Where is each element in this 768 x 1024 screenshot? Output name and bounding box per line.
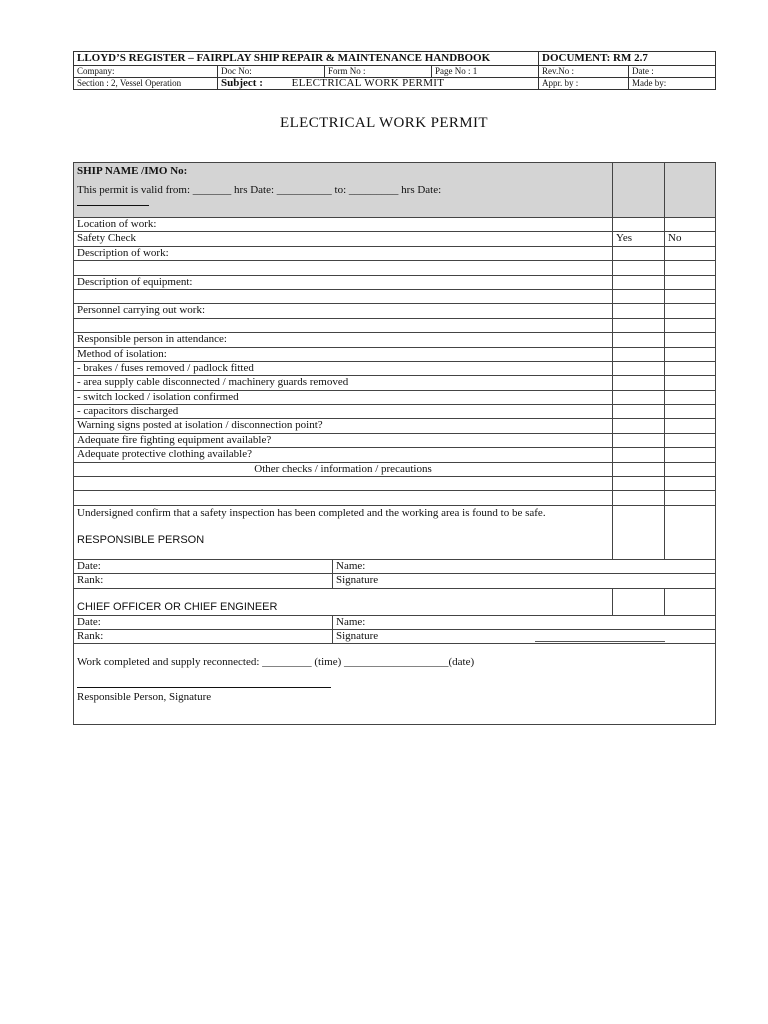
work-completed-text: Work completed and supply reconnected: _________ (time) ___________________(date)	[77, 656, 475, 669]
table-row	[74, 390, 716, 404]
isolation-switch-locked: - switch locked / isolation confirmed	[74, 390, 613, 404]
table-row	[74, 318, 716, 332]
check-cell[interactable]	[613, 318, 665, 332]
method-of-isolation: Method of isolation:	[74, 347, 613, 361]
table-row	[74, 477, 716, 491]
table-row	[74, 304, 716, 318]
check-cell[interactable]	[665, 505, 716, 559]
check-cell[interactable]	[613, 405, 665, 419]
protective-clothing: Adequate protective clothing available?	[74, 448, 613, 462]
check-cell[interactable]	[613, 448, 665, 462]
chief-heading: CHIEF OFFICER OR CHIEF ENGINEER	[74, 588, 613, 615]
check-cell[interactable]	[613, 261, 665, 275]
table-row	[74, 559, 716, 573]
responsible-in-attendance[interactable]: Responsible person in attendance:	[74, 333, 613, 347]
ship-yes-cell[interactable]	[613, 163, 665, 218]
check-cell[interactable]	[613, 347, 665, 361]
check-cell[interactable]	[613, 491, 665, 505]
responsible-signature-label: Responsible Person, Signature	[77, 691, 212, 704]
check-cell[interactable]	[613, 289, 665, 303]
blank-line[interactable]	[74, 289, 613, 303]
table-row	[74, 376, 716, 390]
table-row	[74, 232, 716, 246]
blank-line[interactable]	[74, 261, 613, 275]
yes-column-header: Yes	[613, 232, 665, 246]
check-cell[interactable]	[613, 419, 665, 433]
confirmation-row	[74, 505, 716, 559]
check-cell[interactable]	[665, 289, 716, 303]
check-cell[interactable]	[613, 333, 665, 347]
check-cell[interactable]	[665, 405, 716, 419]
table-row	[74, 246, 716, 260]
ship-name-label: SHIP NAME /IMO No:	[77, 165, 188, 177]
table-row	[74, 433, 716, 447]
check-cell[interactable]	[613, 218, 665, 232]
responsible-signature[interactable]: Signature	[333, 574, 716, 588]
fire-fighting-equipment: Adequate fire fighting equipment available?	[74, 433, 613, 447]
warning-signs: Warning signs posted at isolation / disconnection point?	[74, 419, 613, 433]
confirmation-text: Undersigned confirm that a safety inspection has been completed and the working area is found to be safe.	[77, 506, 546, 519]
check-cell[interactable]	[665, 318, 716, 332]
check-cell[interactable]	[665, 261, 716, 275]
table-row	[74, 491, 716, 505]
check-cell[interactable]	[665, 491, 716, 505]
table-row	[74, 361, 716, 375]
document-number: DOCUMENT: RM 2.7	[539, 52, 716, 66]
table-row	[74, 261, 716, 275]
document-header	[73, 51, 716, 90]
completion-cell[interactable]	[74, 644, 716, 725]
made-by-field: Made by:	[629, 78, 716, 90]
isolation-brakes: - brakes / fuses removed / padlock fitted	[74, 361, 613, 375]
page-no-field: Page No : 1	[432, 66, 539, 78]
subject-field	[218, 78, 539, 90]
table-row	[74, 574, 716, 588]
description-of-equipment[interactable]: Description of equipment:	[74, 275, 613, 289]
responsible-name[interactable]: Name:	[333, 559, 716, 573]
check-cell[interactable]	[665, 361, 716, 375]
table-row	[74, 218, 716, 232]
table-row	[74, 419, 716, 433]
check-cell[interactable]	[665, 390, 716, 404]
check-cell[interactable]	[613, 390, 665, 404]
signature-line	[77, 687, 331, 688]
rev-no-field: Rev.No :	[539, 66, 629, 78]
form-no-field: Form No :	[325, 66, 432, 78]
check-cell[interactable]	[613, 588, 665, 615]
table-row	[74, 629, 716, 643]
check-cell[interactable]	[665, 376, 716, 390]
blank-line[interactable]	[74, 477, 613, 491]
table-row	[74, 275, 716, 289]
table-row	[74, 405, 716, 419]
isolation-area-supply: - area supply cable disconnected / machinery guards removed	[74, 376, 613, 390]
ship-no-cell[interactable]	[665, 163, 716, 218]
subject-value: ELECTRICAL WORK PERMIT	[291, 77, 445, 89]
check-cell[interactable]	[613, 433, 665, 447]
handbook-title: LLOYD’S REGISTER – FAIRPLAY SHIP REPAIR & MAINTENANCE HANDBOOK	[74, 52, 539, 66]
description-of-work[interactable]: Description of work:	[74, 246, 613, 260]
check-cell[interactable]	[665, 433, 716, 447]
chief-rank[interactable]: Rank:	[74, 629, 333, 643]
chief-date[interactable]: Date:	[74, 615, 333, 629]
confirmation-cell	[74, 505, 613, 559]
check-cell[interactable]	[665, 477, 716, 491]
check-cell[interactable]	[665, 419, 716, 433]
table-row	[74, 615, 716, 629]
signature-underline	[535, 641, 665, 642]
check-cell[interactable]	[613, 246, 665, 260]
table-row	[74, 448, 716, 462]
appr-by-field: Appr. by :	[539, 78, 629, 90]
check-cell[interactable]	[613, 477, 665, 491]
responsible-person-heading: RESPONSIBLE PERSON	[77, 533, 205, 546]
personnel-carrying-out-work[interactable]: Personnel carrying out work:	[74, 304, 613, 318]
check-cell[interactable]	[665, 333, 716, 347]
chief-name[interactable]: Name:	[333, 615, 716, 629]
chief-signature-cell[interactable]	[333, 629, 716, 643]
isolation-capacitors: - capacitors discharged	[74, 405, 613, 419]
permit-validity: This permit is valid from: _______ hrs Date: __________ to: _________ hrs Date:	[77, 184, 442, 196]
company-field: Company:	[74, 66, 218, 78]
check-cell[interactable]	[665, 347, 716, 361]
blank-line[interactable]	[74, 318, 613, 332]
check-cell[interactable]	[613, 361, 665, 375]
check-cell[interactable]	[665, 246, 716, 260]
ship-info-row	[74, 163, 716, 218]
completion-row	[74, 644, 716, 725]
responsible-date[interactable]: Date:	[74, 559, 333, 573]
safety-check-label: Safety Check	[74, 232, 613, 246]
table-row	[74, 347, 716, 361]
check-cell[interactable]	[613, 275, 665, 289]
permit-form	[73, 162, 716, 725]
chief-row	[74, 588, 716, 615]
no-column-header: No	[665, 232, 716, 246]
date-field: Date :	[629, 66, 716, 78]
table-row	[74, 333, 716, 347]
check-cell[interactable]	[665, 588, 716, 615]
check-cell[interactable]	[613, 462, 665, 476]
validity-underline	[77, 202, 149, 206]
page-title: ELECTRICAL WORK PERMIT	[280, 115, 488, 131]
check-cell[interactable]	[613, 505, 665, 559]
check-cell[interactable]	[613, 304, 665, 318]
location-of-work[interactable]: Location of work:	[74, 218, 613, 232]
chief-signature: Signature	[336, 629, 379, 642]
responsible-rank[interactable]: Rank:	[74, 574, 333, 588]
check-cell[interactable]	[665, 462, 716, 476]
ship-info-cell[interactable]	[74, 163, 613, 218]
blank-line[interactable]	[74, 491, 613, 505]
subject-label: Subject :	[221, 77, 263, 89]
check-cell[interactable]	[665, 275, 716, 289]
section-field: Section : 2, Vessel Operation	[74, 78, 218, 90]
check-cell[interactable]	[665, 218, 716, 232]
table-row	[74, 462, 716, 476]
table-row	[74, 289, 716, 303]
check-cell[interactable]	[613, 376, 665, 390]
check-cell[interactable]	[665, 448, 716, 462]
check-cell[interactable]	[665, 304, 716, 318]
doc-no-field: Doc No:	[218, 66, 325, 78]
other-checks-heading: Other checks / information / precautions	[74, 462, 613, 476]
